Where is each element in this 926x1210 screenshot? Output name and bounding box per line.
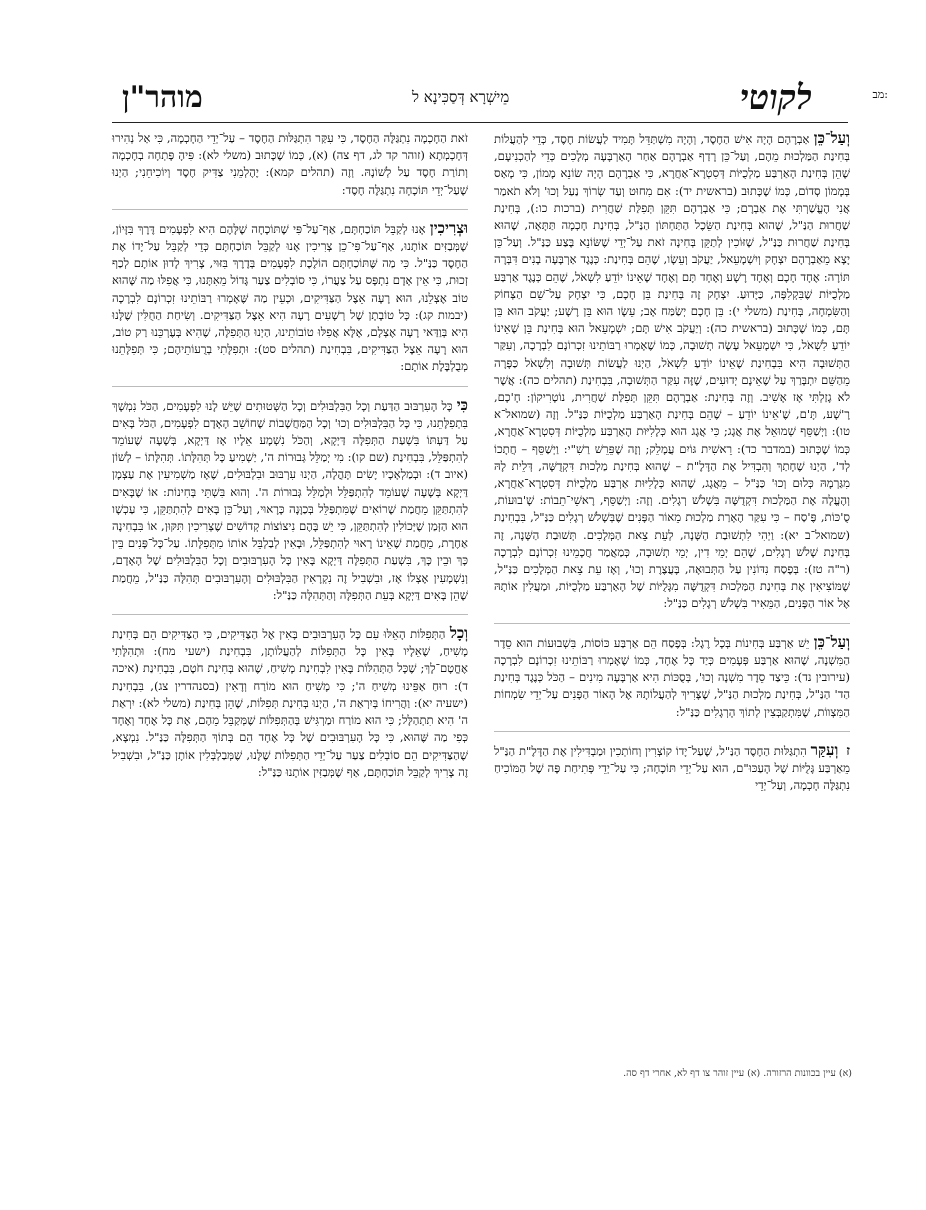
- paragraph: [494, 130, 850, 613]
- section-divider: [494, 623, 850, 624]
- section-divider: [494, 731, 850, 732]
- paragraph-text: יֵשׁ אַרְבַּע בְּחִינוֹת בְּכָל רֶגֶל: בְּפֶסַח הֵם אַרְבַּע כּוֹסוֹת, בִּשְׁבוּעוֹת הוּא סֵדֶר הַמִּשְׁנָה, שֶׁהוּא אַרְבַּע פְּעָמִים כְּיַד כָּל אֶחָד, כְּמוֹ שֶׁאָמְרוּ רַבּוֹתֵינוּ זִכְרוֹנָם לִבְרָכָה (עירובין נד): כֵּיצַד סֵדֶר מִשְׁנָה וְכוּ', בְּסֻכּוֹת הִיא אַרְבָּעָה מִינִים – הַכֹּל כְּנֶגֶד בְּחִינַת הַד' הַנַּ"ל, בְּחִינַת מַלְכוּת הַנַּ"ל, שֶׁצָּרִיךְ לְהַעֲלוֹתָהּ אֶל הָאוֹר הַפָּנִים עַל־יְדֵי שִׂמְחוֹת הַמִּצְווֹת, שֶׁמִּתְקַבְּצִין לְתוֹךְ הָרְגָלִים כַּנַּ"ל:: [494, 635, 850, 719]
- section-divider: [112, 386, 468, 387]
- folio-number: מב:: [872, 88, 888, 101]
- paragraph: [112, 625, 468, 781]
- section-number: ז: [846, 742, 851, 759]
- footnote: (א) עיין בכוונות הרזורה. (א) עיין זוהר צו דף לא, אחרי דף סה.: [623, 1068, 852, 1079]
- paragraph-opener: וְעַל־כֵּן: [813, 129, 850, 147]
- paragraph: [112, 130, 468, 199]
- paragraph-opener: כִּי: [456, 395, 468, 414]
- paragraph-opener: וְכָל: [449, 624, 469, 643]
- paragraph: [112, 220, 468, 376]
- paragraph-text: אָנוּ לְקַבֵּל תּוֹכַחְתָּם, אַף־עַל־פִּי שֶׁתּוֹכָחָה שֶׁלָּהֶם הִיא לִפְעָמִים דֶּרֶךְ בִּזָּיוֹן, שֶׁמְּבַזִּים אוֹתָנוּ, אַף־עַל־פִּי־כֵן צְרִיכִין אָנוּ לְקַבֵּל תּוֹכַחְתָּם כְּדֵי לְקַבֵּל עַל־יָדוֹ אֶת הַחֶסֶד כַּנַּ"ל. כִּי מַה שֶּׁתּוֹכַחְתָּם הוֹלֶכֶת לִפְעָמִים בְּדֶרֶךְ בִּזּוּי, צָרִיךְ לָדוּן אוֹתָם לְכַף זְכוּת, כִּי אֵין אָדָם נִתְפָּס עַל צַעֲרוֹ, כִּי סוֹבְלִים צַעַר גָּדוֹל מֵאִתָּנוּ, כִּי אֲפִלּוּ מַה שֶּׁהוּא טוֹב אֶצְלֵנוּ, הוּא רָעָה אֵצֶל הַצַּדִּיקִים, וּכְעֵין מַה שֶּׁאָמְרוּ רַבּוֹתֵינוּ זִכְרוֹנָם לִבְרָכָה (יבמות קג): כָּל טוֹבָתָן שֶׁל רְשָׁעִים רָעָה הִיא אֵצֶל הַצַּדִּיקִים. וְשִׂיחַת הַחֻלִּין שֶׁלָּנוּ הִיא בְּוַדַּאי רָעָה אֶצְלָם, אֶלָּא אֲפִלּוּ טוֹבוֹתֵינוּ, הַיְנוּ הַתְּפִלָּה, שֶׁהִיא בְּעֶרְכֵּנוּ רַק טוֹב, הוּא רָעָה אֵצֶל הַצַּדִּיקִים, בִּבְחִינַת (תהלים סט): וּתְפִלָּתִי בְרֻעוֹתֵיהֶם; כִּי תְּפִלָּתֵנוּ מְבֻלְבֶּלֶת אוֹתָם:: [112, 221, 468, 374]
- left-text-column: [112, 130, 468, 791]
- section-divider: [112, 614, 468, 615]
- running-subtitle: מֵישְׁרָא דְּסַכִּינָא ל: [412, 88, 510, 106]
- paragraph-text: כָּל הָעִרְבּוּב הַדַּעַת וְכָל הַבִּלְבּוּלִים וְכָל הַשְּׁטוּתִים שֶׁיֵּשׁ לָנוּ לִפְעָמִים, הַכֹּל נִמְשָׁךְ בִּתְפִלָּתֵנוּ, כִּי כָּל הַבִּלְבּוּלִים וְכוּ' וְכָל הַמַּחֲשָׁבוֹת שֶׁחוֹשֵׁב הָאָדָם לִפְעָמִים, הַכֹּל בָּאִים עַל דַּעְתּוֹ בִּשְׁעַת הַתְּפִלָּה דַּיְקָא, וְהַכֹּל נִשְׁמָע אֵלָיו אָז דַּיְקָא, בְּשָׁעָה שֶׁעוֹמֵד לְהִתְפַּלֵּל, בִּבְחִינַת (שם קו): מִי יְמַלֵּל גְּבוּרוֹת ה', יַשְׁמִיעַ כָּל תְּהִלָּתוֹ. תְּהִלָּתוֹ – לְשׁוֹן (איוב ד): וּבְמַלְאָכָיו יָשִׂים תָּהֳלָה, הַיְנוּ עִרְבּוּב וּבִלְבּוּלִים, שֶׁאָז מַשְׁמִיעִין אֶת עַצְמָן דַּיְקָא בְּשָׁעָה שֶׁעוֹמֵד לְהִתְפַּלֵּל וּלְמַלֵּל גְּבוּרוֹת ה'. וְהוּא בִּשְׁתֵּי בְּחִינוֹת: אוֹ שֶׁבָּאִים לְהִתְתַּקֵּן מֵחֲמַת שֶׁרוֹאִים שֶׁמִּתְפַּלֵּל בְּכַוָּנָה כָּרָאוּי, וְעַל־כֵּן בָּאִים לְהִתְתַּקֵּן, כִּי עַכְשָׁו הוּא הַזְּמַן שֶׁיְּכוֹלִין לְהִתְתַּקֵּן, כִּי יֵשׁ בָּהֶם נִיצוֹצוֹת קְדוֹשִׁים שֶׁצְּרִיכִין תִּקּוּן, אוֹ בִּבְחִינָה אַחֶרֶת, מֵחֲמַת שֶׁאֵינוֹ רָאוּי לְהִתְפַּלֵּל, וּבָאִין לְבַלְבֵּל אוֹתוֹ מִתְּפִלָּתוֹ. עַל־כָּל־פָּנִים בֵּין כָּךְ וּבֵין כָּךְ, בִּשְׁעַת הַתְּפִלָּה דַּיְקָא בָּאִין כָּל הָעִרְבּוּבִים וְכָל הַבִּלְבּוּלִים שֶׁל הָאָדָם, וְנִשְׁמָעִין אֶצְלוֹ אָז, וּבִשְׁבִיל זֶה נִקְרָאִין הַבִּלְבּוּלִים וְהָעִרְבּוּבִים תְּהִלָּה כַּנַּ"ל, מֵחֲמַת שֶׁהֵן בָּאִים דַּיְקָא בְּעֵת הַתְּפִלָּה וְהַתְּהִלָּה כַּנַּ"ל:: [112, 398, 468, 602]
- paragraph-text: הִתְגַּלּוּת הַחֶסֶד הַנַּ"ל, שֶׁעַל־יָדוֹ קוֹצְרִין וְחוֹתְכִין וּמַבְדִּילִין אֶת הַדָּלֶ"ת הַנַּ"ל מֵאַרְבַּע גָּלֻיּוֹת שֶׁל הָעַכּוּ"ם, הוּא עַל־יְדֵי תּוֹכָחָה; כִּי עַל־יְדֵי פְּתִיחַת פֶּה שֶׁל הַמּוֹכִיחַ נִתְגַּלֶּה חָכְמָה, וְעַל־יְדֵי: [494, 743, 850, 793]
- paragraph: [112, 397, 468, 604]
- book-title-left: מוהר"ן: [122, 80, 203, 115]
- paragraph-opener: וְעִקַּר: [810, 740, 839, 759]
- paragraph-text: זֹאת הַחָכְמָה נִתְגַּלֶּה הַחֶסֶד, כִּי עִקַּר הִתְגַּלּוּת הַחֶסֶד – עַל־יְדֵי הַחָכְמָה, כִּי אַל נְהִירוּ דְּחָכְמְתָא (זוהר קד לג, דף צה) (א), כְּמוֹ שֶׁכָּתוּב (משלי לא): פִּיהָ פָּתְחָה בְחָכְמָה וְתוֹרַת חֶסֶד עַל לְשׁוֹנָהּ. וְזֶה (תהלים קמא): יֶהֶלְמֵנִי צַדִּיק חֶסֶד וְיוֹכִיחֵנִי; הַיְנוּ שֶׁעַל־יְדֵי תּוֹכָחָה נִתְגַּלֶּה חֶסֶד:: [112, 131, 468, 197]
- paragraph-text: אַבְרָהָם הָיָה אִישׁ הַחֶסֶד, וְהָיָה מִשְׁתַּדֵּל תָּמִיד לַעֲשׂוֹת חֶסֶד, כְּדֵי לְהַעֲלוֹת בְּחִינַת הַמַּלְכוּת מֵהֶם, וְעַל־כֵּן רָדַף אַבְרָהָם אַחַר הָאַרְבָּעָה מְלָכִים כְּדֵי לְהַכְנִיעָם, שֶׁהֵן בְּחִינַת הָאַרְבַּע מַלְכֻיּוֹת דְּסִטְרָא־אַחֲרָא, כִּי אַבְרָהָם הָיָה שׂוֹנֵא מָמוֹן, כִּי מָאַס בְּמָמוֹן סְדוֹם, כְּמוֹ שֶׁכָּתוּב (בראשית יד): אִם מִחוּט וְעַד שְׂרוֹךְ נַעַל וְכוּ' וְלֹא תֹאמַר אֲנִי הֶעֱשַׁרְתִּי אֶת אַבְרָם; כִּי אַבְרָהָם תִּקֵּן תְּפִלַּת שַׁחֲרִית (ברכות כו:), בְּחִינַת שַׁחֲרוּת הַנַּ"ל, שֶׁהוּא בְּחִינַת הַשֵּׂכֶל הַתַּחְתּוֹן הַנַּ"ל, בְּחִינַת חָכְמָה תַּתָּאָה, שֶׁהוּא בְּחִינַת שַׁחֲרוּת כַּנַּ"ל, שֶׁזּוֹכִין לְתַקֵּן בְּחִינָה זֹאת עַל־יְדֵי שֶׁשּׂוֹנֵא בֶּצַע כַּנַּ"ל. וְעַל־כֵּן יָצָא מֵאַבְרָהָם יִצְחָק וְיִשְׁמָעֵאל, יַעֲקֹב וְעֵשָׂו, שֶׁהֵם בְּחִינַת: כְּנֶגֶד אַרְבָּעָה בָנִים דִּבְּרָה תּוֹרָה: אֶחָד חָכָם וְאֶחָד רָשָׁע וְאֶחָד תָּם וְאֶחָד שֶׁאֵינוֹ יוֹדֵעַ לִשְׁאֹל, שֶׁהֵם כְּנֶגֶד אַרְבַּע מַלְכֻיּוֹת שֶׁבִּקְלִפָּה, כַּיָּדוּעַ. יִצְחָק זֶה בְּחִינַת בֵּן חָכָם, כִּי יִצְחָק עַל־שֵׁם הַצְּחוֹק וְהַשִּׂמְחָה, בְּחִינַת (משלי י): בֵּן חָכָם יְשַׂמַּח אָב; עֵשָׂו הוּא בֵּן רָשָׁע; יַעֲקֹב הוּא בֵּן תָּם, כְּמוֹ שֶׁכָּתוּב (בראשית כה): וְיַעֲקֹב אִישׁ תָּם; יִשְׁמָעֵאל הוּא בְּחִינַת בֵּן שֶׁאֵינוֹ יוֹדֵעַ לִשְׁאֹל, כִּי יִשְׁמָעֵאל עָשָׂה תְשׁוּבָה, כְּמוֹ שֶׁאָמְרוּ רַבּוֹתֵינוּ זִכְרוֹנָם לִבְרָכָה, וְעִקַּר הַתְּשׁוּבָה הִיא בִּבְחִינַת שֶׁאֵינוֹ יוֹדֵעַ לִשְׁאֹל, הַיְנוּ לַעֲשׂוֹת תְּשׁוּבָה וְלִשְׁאֹל כַּפָּרָה מֵהַשֵּׁם יִתְבָּרַךְ עַל שֶׁאֵינָם יְדוּעִים, שֶׁזֶּה עִקַּר הַתְּשׁוּבָה, בִּבְחִינַת (תהלים כה): אֲשֶׁר לֹא גָזַלְתִּי אָז אָשִׁיב. וְזֶה בְּחִינַת: אַבְרָהָם תִּקֵּן תְּפִלַּת שַׁחֲרִית, נוֹטָרִיקוֹן: חָ'כָם, רָ'שָׁע, תָּ'ם, שֶׁ'אֵינוֹ יוֹדֵעַ – שֶׁהֵם בְּחִינַת הָאַרְבַּע מַלְכֻיּוֹת כַּנַּ"ל. וְזֶה (שמואל־א טו): וַיְשַׁסֵּף שְׁמוּאֵל אֶת אֲגָג; כִּי אֲגָג הוּא כְּלָלִיּוּת הָאַרְבַּע מַלְכֻיּוֹת דְּסִטְרָא־אַחֲרָא, כְּמוֹ שֶׁכָּתוּב (במדבר כד): רֵאשִׁית גּוֹיִם עֲמָלֵק; וְזֶה שֶׁפֵּרֵשׁ רַשִׁ"י: וַיְשַׁסֵּף – חֲתָכוֹ לְד', הַיְנוּ שֶׁחָתַךְ וְהִבְדִּיל אֶת הַדָּלֶ"ת – שֶׁהוּא בְּחִינַת מַלְכוּת דִּקְדֻשָּׁה, דְּלֵית לָהּ מִגַּרְמָהּ כְּלוּם וְכוּ' כַּנַּ"ל – מֵאֲגָג, שֶׁהוּא כְּלָלִיּוּת אַרְבַּע מַלְכֻיּוֹת דְּסִטְרָא־אַחֲרָא, וְהֶעֱלָה אֶת הַמַּלְכוּת דִּקְדֻשָּׁה בִּשְׁלֹשׁ רְגָלִים. וְזֶה: וַיְשַׁסֵּף, רָאשֵׁי־תֵבוֹת: שָׁ'בוּעוֹת, סֻ'כּוֹת, פֶּ'סַח – כִּי עִקַּר הֶאָרַת מַלְכוּת מֵאוֹר הַפָּנִים שֶׁבְּשָׁלֹשׁ רְגָלִים כַּנַּ"ל, בִּבְחִינַת (שמואל־ב יא): וַיְהִי לִתְשׁוּבַת הַשָּׁנָה, לְעֵת צֵאת הַמְּלָכִים. תְּשׁוּבַת הַשָּׁנָה, זֶה בְּחִינַת שָׁלֹשׁ רְגָלִים, שֶׁהֵם יְמֵי דִין, יְמֵי תְשׁוּבָה, כְּמַאֲמַר חֲכָמֵינוּ זִכְרוֹנָם לִבְרָכָה (ר"ה טז): בְּפֶסַח נִדּוֹנִין עַל הַתְּבוּאָה, בָּעֲצֶרֶת וְכוּ', וְאָז עֵת צֵאת הַמְּלָכִים כַּנַּ"ל, שֶׁמּוֹצִיאִין אֶת בְּחִינַת הַמַּלְכוּת דִּקְדֻשָּׁה מִגָּלֻיּוֹת שֶׁל הָאַרְבַּע מַלְכֻיּוֹת, וּמַעֲלִין אוֹתָהּ אֶל אוֹר הַפָּנִים, הַמֵּאִיר בִּשְׁלֹשׁ רְגָלִים כַּנַּ"ל:: [494, 132, 850, 611]
- paragraph-opener: וְעַל־כֵּן: [813, 632, 851, 651]
- paragraph: [494, 742, 850, 795]
- section-divider: [112, 209, 468, 210]
- paragraph-text: הַתְּפִלּוֹת הָאֵלּוּ עִם כָּל הָעִרְבּוּבִים בָּאִין אֶל הַצַּדִּיקִים, כִּי הַצַּדִּיקִים הֵם בְּחִינַת מָשִׁיחַ, שֶׁאֵלָיו בָּאִין כָּל הַתְּפִלּוֹת לְהַעֲלוֹתָן, בִּבְחִינַת (ישעי מח): וּתְהִלָּתִי אֶחֱטָם־לָךְ; שֶׁכָּל הַתְּהִלּוֹת בָּאִין לִבְחִינַת מָשִׁיחַ, שֶׁהוּא בְּחִינַת חֹטֶם, בִּבְחִינַת (איכה ד): רוּחַ אַפֵּינוּ מְשִׁיחַ ה'; כִּי מָשִׁיחַ הוּא מוֹרַח וְדָאִין (בסנהדרין צג), בִּבְחִינַת (ישעיה יא): וַהֲרִיחוֹ בְּיִרְאַת ה', הַיְנוּ בְּחִינַת תְּפִלּוֹת, שֶׁהֵן בְּחִינַת (משלי לא): יִרְאַת ה' הִיא תִתְהַלָּל; כִּי הוּא מוֹרַח וּמַרְגִּישׁ בְּהַתְּפִלּוֹת שֶׁמְּקַבֵּל מֵהֶם, אֶת כָּל אֶחָד וְאֶחָד כְּפִי מַה שֶּׁהוּא, כִּי כָּל הָעִרְבּוּבִים שֶׁל כָּל אֶחָד הֵם בְּתוֹךְ הַתְּפִלָּה כַּנַּ"ל. נִמְצָא, שֶׁהַצַּדִּיקִים הֵם סוֹבְלִים צַעַר עַל־יְדֵי הַתְּפִלּוֹת שֶׁלָּנוּ, שֶׁמְּבַלְבְּלִין אוֹתָן כַּנַּ"ל, וּבִשְׁבִיל זֶה צָרִיךְ לְקַבֵּל תּוֹכַחְתָּם, אַף שֶׁמְּבַזִּין אוֹתָנוּ כַּנַּ"ל:: [112, 627, 468, 779]
- paragraph: [494, 634, 850, 721]
- paragraph-opener: וּצְרִיכִין: [429, 218, 468, 237]
- header-rule: [112, 122, 848, 123]
- page-header: [112, 78, 888, 124]
- right-text-column: [494, 130, 850, 804]
- book-title-right: לקוטי: [739, 78, 812, 118]
